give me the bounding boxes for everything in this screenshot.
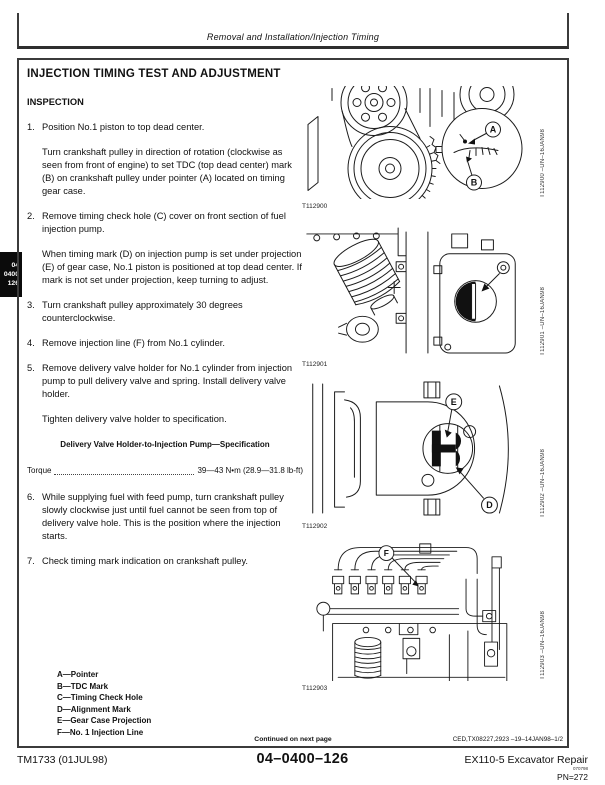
step-text: Turn crankshaft pulley in direction of rotation (clockwise as seen from front of engine) to set TDC (top dead center) mark (B) on crankshaft pulley under pointer (A) located on timing gear case. [42, 147, 292, 196]
figure-injection-lines [302, 542, 548, 692]
procedure-step [27, 299, 303, 325]
callout-f: F [383, 548, 389, 559]
figure-id-label: T112901 –UN–16JAN98 [540, 287, 546, 356]
spec-label: Torque [27, 466, 52, 475]
legend-item: A—Pointer [57, 670, 99, 679]
step-number: 3. [27, 300, 35, 310]
tab-line: 126 [7, 280, 19, 287]
figure-caption: T112903 [302, 685, 328, 692]
step-number: 6. [27, 492, 35, 502]
step-number: 7. [27, 556, 35, 566]
step-number: 2. [27, 211, 35, 221]
callout-a: A [489, 124, 497, 135]
step-number: 1. [27, 122, 35, 132]
tab-line: 04 [11, 262, 19, 269]
legend-item: C—Timing Check Hole [57, 693, 143, 702]
procedure-step [27, 210, 303, 287]
figure-caption: T112902 [302, 523, 328, 530]
spec-value: 39—43 N•m (28.9—31.8 lb-ft) [197, 466, 303, 475]
figure-id-label: T112900 –UN–16JAN98 [540, 129, 546, 198]
procedure-step [27, 362, 303, 426]
spec-torque-row [27, 464, 303, 477]
legend-item: E—Gear Case Projection [57, 716, 152, 725]
figure-id-label: T112902 –UN–16JAN98 [540, 449, 546, 518]
step-text: While supplying fuel with feed pump, turn crankshaft pulley slowly clockwise just until fuel cannot be seen from top of delivery valve hole. This is the position where the injection starts. [42, 492, 284, 541]
procedure-step [27, 555, 303, 568]
document-reference: CED,TX08227,2923 –19–14JAN98–1/2 [452, 736, 563, 743]
page-number: PN=272 [557, 772, 588, 782]
step-text: When timing mark (D) on injection pump is set under projection (E) of gear case, No.1 piston is positioned at top dead center. If mark is not set under projection, keep turning to adjust. [42, 249, 302, 285]
step-text: Remove injection line (F) from No.1 cylinder. [42, 338, 225, 348]
page-title: INJECTION TIMING TEST AND ADJUSTMENT [27, 68, 281, 80]
callout-legend [57, 669, 151, 738]
step-text: Position No.1 piston to top dead center. [42, 122, 205, 132]
procedure-step [27, 491, 303, 543]
figure-id-label: T112903 –UN–16JAN98 [540, 611, 546, 680]
subsection-heading: INSPECTION [27, 97, 84, 107]
step-number: 5. [27, 363, 35, 373]
figure-line-art [302, 542, 530, 681]
figure-caption: T112900 [302, 203, 328, 210]
procedure-column [27, 96, 303, 580]
figure-caption: T112901 [302, 361, 328, 368]
dot-leader [54, 474, 194, 475]
callout-b: B [470, 177, 478, 188]
legend-item: B—TDC Mark [57, 681, 109, 691]
running-title: Removal and Installation/Injection Timing [206, 32, 380, 42]
figure-injection-pump [302, 226, 548, 368]
legend-item: D—Alignment Mark [57, 704, 131, 714]
callout-e: E [450, 396, 457, 407]
step-number: 4. [27, 338, 35, 348]
figure-timing-check-hole [302, 378, 548, 530]
step-text: Remove delivery valve holder for No.1 cylinder from injection pump to pull delivery valve and spring. Install delivery valve holder. [42, 363, 293, 399]
content-box [17, 58, 569, 748]
figure-line-art [302, 378, 530, 519]
figure-line-art [302, 226, 530, 357]
manual-number: TM1733 (01JUL98) [17, 754, 108, 766]
step-text: Tighten delivery valve holder to specification. [42, 414, 227, 424]
page-header [17, 13, 569, 49]
step-text: Turn crankshaft pulley approximately 30 degrees counterclockwise. [42, 300, 243, 323]
step-text: Remove timing check hole (C) cover on front section of fuel injection pump. [42, 211, 286, 234]
page-code: 04–0400–126 [256, 751, 349, 767]
continued-note: Continued on next page [254, 736, 332, 743]
step-text: Check timing mark indication on crankshaft pulley. [42, 556, 249, 566]
figure-crankshaft-pulley [302, 86, 548, 210]
legend-item: F—No. 1 Injection Line [57, 727, 144, 737]
callout-d: D [486, 500, 493, 511]
book-title: EX110-5 Excavator Repair [464, 754, 588, 766]
procedure-step [27, 337, 303, 350]
spec-table-heading: Delivery Valve Holder-to-Injection Pump—Specification [60, 440, 270, 449]
figure-line-art [302, 86, 530, 199]
procedure-step [27, 121, 303, 198]
tab-line: 0400 [3, 271, 19, 278]
print-code: 070798 [572, 766, 588, 771]
